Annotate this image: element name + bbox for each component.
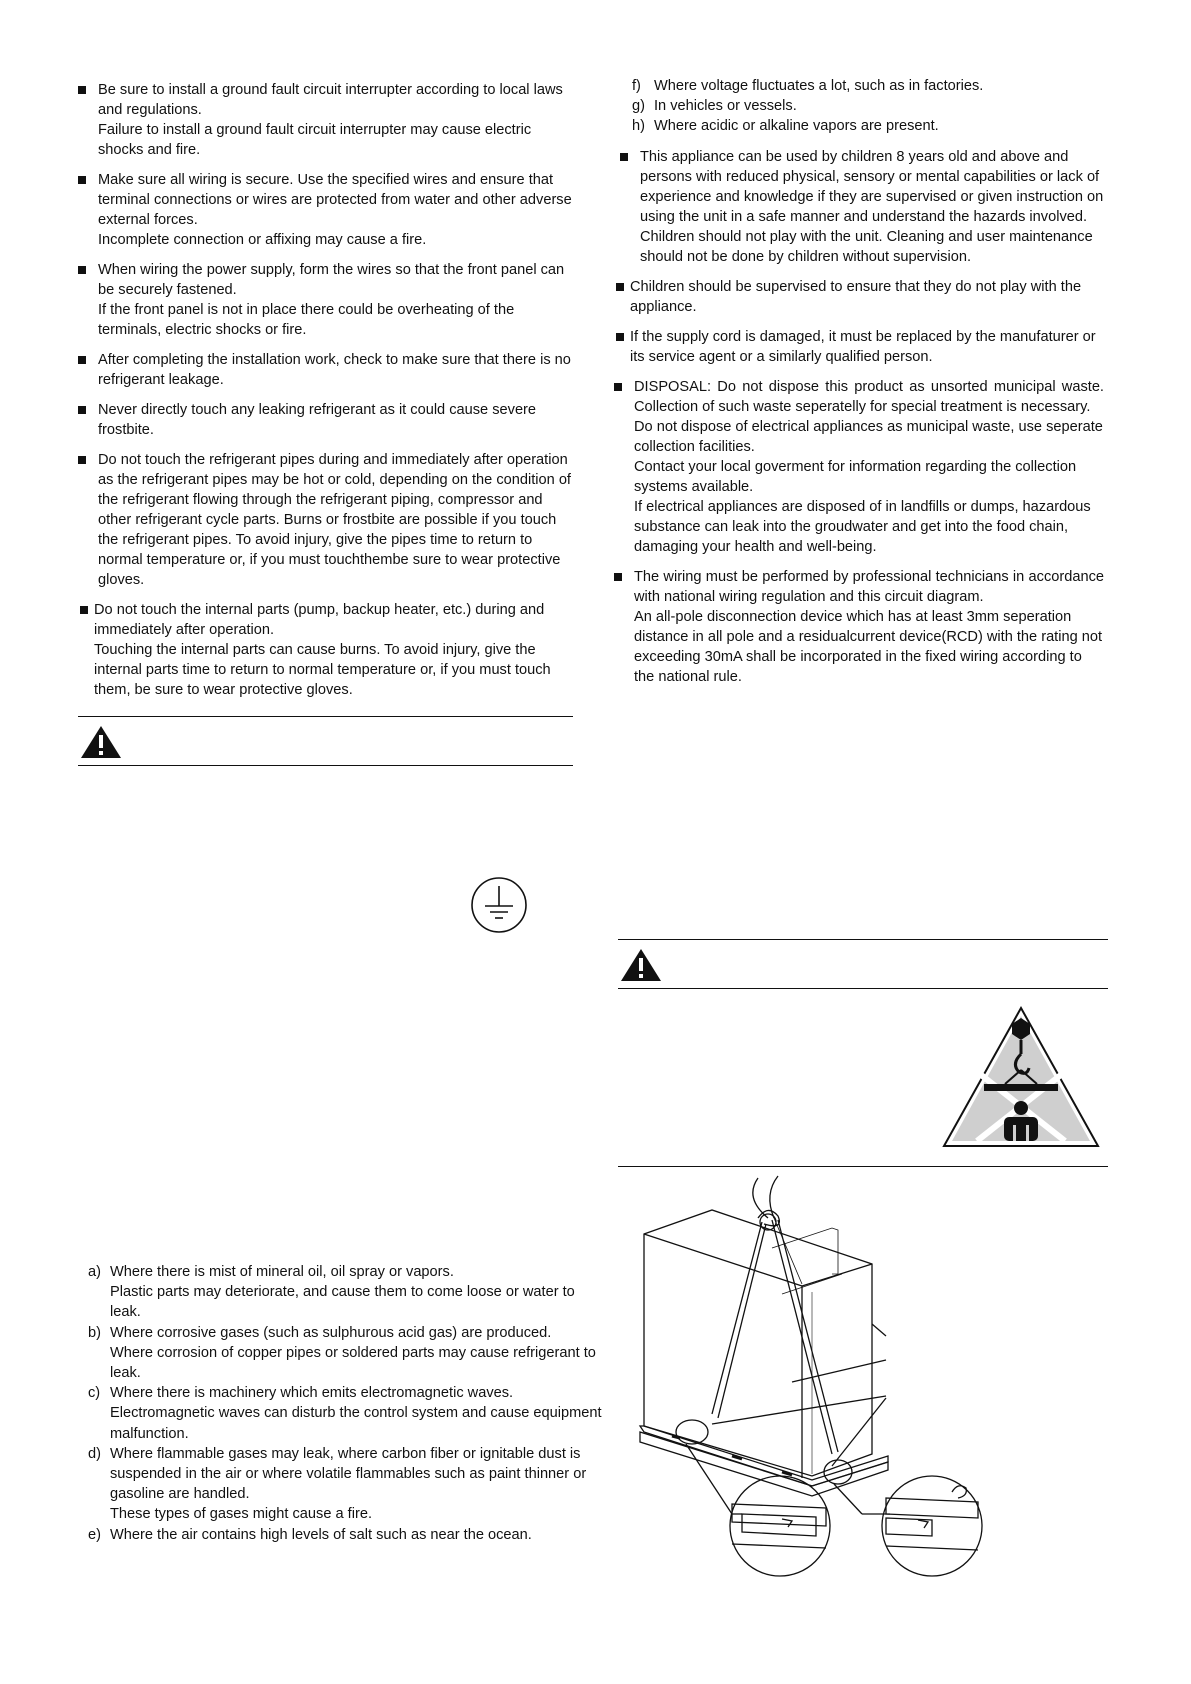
item-label: g) — [632, 98, 645, 114]
bullet-square-icon — [614, 383, 622, 391]
item-text: Be sure to install a ground fault circuit interrupter according to local laws and regulations. — [98, 82, 563, 118]
list-item — [78, 260, 578, 340]
item-text: Children should be supervised to ensure that they do not play with the appliance. — [630, 279, 1082, 315]
list-item — [614, 377, 1104, 557]
bullet-square-icon — [616, 283, 624, 291]
item-label: d) — [88, 1445, 101, 1462]
warning-header — [78, 716, 573, 766]
item-text: Electromagnetic waves can disturb the control system and cause equipment malfunction. — [110, 1405, 602, 1442]
bullet-square-icon — [78, 266, 86, 274]
item-label: c) — [88, 1385, 101, 1402]
list-item — [78, 170, 578, 250]
item-label: f) — [632, 78, 641, 94]
bullet-square-icon — [620, 153, 628, 161]
item-text: Do not touch the internal parts (pump, backup heater, etc.) during and immediately after operation. — [94, 602, 545, 638]
item-text: If the supply cord is damaged, it must be replaced by the manufaturer or its service agent or a similarly qualified person. — [630, 329, 1096, 365]
item-text: Where acidic or alkaline vapors are present. — [654, 118, 939, 134]
item-text: Where corrosion of copper pipes or soldered parts may cause refrigerant to leak. — [110, 1344, 596, 1382]
list-item — [88, 1323, 608, 1384]
warning-header — [618, 939, 1108, 989]
item-text: Where flammable gases may leak, where carbon fiber or ignitable dust is suspended in the air or where volatile flammables such as paint thinner or gasoline are handled. — [110, 1445, 587, 1503]
warning-triangle-icon — [80, 725, 122, 759]
list-item — [620, 147, 1104, 267]
item-text: Touching the internal parts can cause burns. To avoid injury, give the internal parts time to return to normal temperature or, if you must touch them, be sure to wear protective gloves. — [94, 642, 551, 698]
item-text: DISPOSAL: Do not dispose this product as unsorted municipal waste. Collection of such waste seperatelly for special treatment is necessary. — [634, 379, 1104, 415]
item-text: Where the air contains high levels of salt such as near the ocean. — [110, 1526, 532, 1543]
list-item — [632, 96, 1102, 116]
location-list — [88, 1262, 608, 1545]
item-text: These types of gases might cause a fire. — [110, 1506, 373, 1523]
item-text: Where voltage fluctuates a lot, such as in factories. — [654, 78, 984, 94]
bullet-square-icon — [80, 606, 88, 614]
bullet-square-icon — [78, 176, 86, 184]
list-item — [88, 1525, 608, 1545]
list-item — [614, 327, 1104, 367]
list-item — [78, 600, 578, 700]
bullet-square-icon — [78, 86, 86, 94]
list-item — [632, 76, 1102, 96]
bullet-square-icon — [614, 573, 622, 581]
list-item — [88, 1444, 608, 1525]
bullet-square-icon — [616, 333, 624, 341]
item-text: Plastic parts may deteriorate, and cause them to come loose or water to leak. — [110, 1284, 575, 1321]
item-text: When wiring the power supply, form the wires so that the front panel can be securely fastened. — [98, 262, 565, 298]
item-text: Failure to install a ground fault circuit interrupter may cause electric shocks and fire. — [98, 122, 532, 158]
list-item — [78, 80, 578, 160]
section-divider — [618, 1166, 1108, 1167]
item-text: After completing the installation work, check to make sure that there is no refrigerant leakage. — [98, 352, 571, 388]
list-item — [78, 400, 578, 440]
suspended-load-hazard-icon — [940, 1004, 1102, 1150]
item-text: Incomplete connection or affixing may cause a fire. — [98, 232, 427, 248]
right-column — [614, 147, 1104, 697]
list-item — [88, 1262, 608, 1323]
warning-triangle-icon — [620, 948, 662, 982]
location-list-continued — [632, 76, 1102, 136]
item-label: a) — [88, 1264, 101, 1280]
item-text: An all-pole disconnection device which has at least 3mm seperation distance in all pole and a residualcurrent device(RCD) with the rating not exceeding 30mA shall be incorporated in the fixed wiring according to the national rule. — [634, 609, 1103, 685]
item-text: This appliance can be used by children 8 years old and above and persons with reduced physical, sensory or mental capabilities or lack of experience and knowledge if they are supervised or given instruction on using the unit in a safe manner and understand the hazards involved. Children should not play with the unit. Cleaning and user maintenance should not be done by children without supervision. — [640, 149, 1104, 265]
item-text: Do not dispose of electrical appliances as municipal waste, use seperate collection facilities. — [634, 419, 1103, 455]
list-item — [632, 116, 1102, 136]
item-text: Where there is machinery which emits electromagnetic waves. — [110, 1385, 514, 1402]
list-item — [614, 277, 1104, 317]
item-text: In vehicles or vessels. — [654, 98, 797, 114]
item-text: Where there is mist of mineral oil, oil spray or vapors. — [110, 1264, 454, 1280]
item-text: Where corrosive gases (such as sulphurous acid gas) are produced. — [110, 1324, 552, 1341]
earth-ground-icon — [470, 876, 528, 934]
item-label: e) — [88, 1526, 101, 1543]
bullet-square-icon — [78, 456, 86, 464]
item-text: If the front panel is not in place there could be overheating of the terminals, electric shocks or fire. — [98, 302, 515, 338]
list-item — [88, 1383, 608, 1444]
list-item — [78, 350, 578, 390]
item-text: Never directly touch any leaking refrigerant as it could cause severe frostbite. — [98, 402, 537, 438]
item-text: Contact your local goverment for information regarding the collection systems available. — [634, 459, 1077, 495]
item-label: b) — [88, 1324, 101, 1341]
bullet-square-icon — [78, 406, 86, 414]
list-item — [614, 567, 1104, 687]
lifting-diagram — [632, 1174, 992, 1594]
item-text: If electrical appliances are disposed of in landfills or dumps, hazardous substance can leak into the groudwater and get into the food chain, damaging your health and well-being. — [634, 499, 1091, 555]
left-column — [78, 80, 578, 710]
item-text: The wiring must be performed by professional technicians in accordance with national wiring regulation and this circuit diagram. — [634, 569, 1104, 605]
item-text: Do not touch the refrigerant pipes during and immediately after operation as the refrigerant pipes may be hot or cold, depending on the condition of the refrigerant flowing through the refrigerant piping, compressor and other refrigerant cycle parts. Burns or frostbite are possible if you touch the refrigerant pipes. To avoid injury, give the pipes time to return to normal temperature or, if you must touchthembe sure to wear protective gloves. — [98, 452, 571, 588]
item-label: h) — [632, 118, 645, 134]
list-item — [78, 450, 578, 590]
item-text: Make sure all wiring is secure. Use the specified wires and ensure that terminal connections or wires are protected from water and other adverse external forces. — [98, 172, 572, 228]
bullet-square-icon — [78, 356, 86, 364]
